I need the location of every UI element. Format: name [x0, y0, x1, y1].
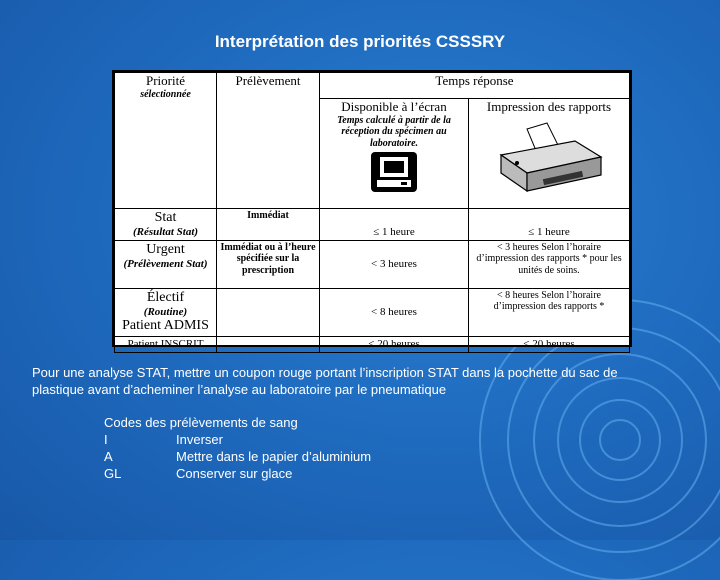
header-prelevement: Prélèvement — [217, 73, 320, 209]
list-item: GL Conserver sur glace — [104, 466, 293, 481]
table-row: Urgent (Prélèvement Stat) Immédiat ou à l’heure spécifiée sur la prescription < 3 heures < 3 heures Selon l’horaire d’impression des rapports * pour les unités de soins. — [115, 240, 630, 288]
list-item: A Mettre dans le papier d’aluminium — [104, 449, 372, 464]
computer-monitor-icon — [371, 152, 417, 192]
header-impression: Impression des rapports — [469, 99, 630, 209]
priority-table — [112, 70, 632, 350]
table-row: Électif (Routine) Patient ADMIS < 8 heures < 8 heures Selon l’horaire d’impression des rapports * — [115, 288, 630, 336]
stat-instructions: Pour une analyse STAT, mettre un coupon rouge portant l’inscription STAT dans la pochette du sac de plastique avant d’acheminer l’analyse au laboratoire par le pneumatique — [32, 365, 618, 397]
header-disponible: Disponible à l’écran Temps calculé à partir de la réception du spécimen au laboratoire. — [320, 99, 469, 209]
page-title: Interprétation des priorités CSSSRY — [214, 32, 506, 51]
table-row: Patient INSCRIT < 20 heures < 20 heures — [115, 336, 630, 352]
codes-title: Codes des prélèvements de sang — [104, 415, 298, 430]
printer-icon — [489, 121, 609, 197]
header-priorite: Priorité sélectionnée — [115, 73, 217, 209]
table-row: Stat (Résultat Stat) Immédiat ≤ 1 heure ≤ 1 heure — [115, 209, 630, 241]
header-temps-reponse: Temps réponse — [320, 73, 630, 99]
blood-codes — [104, 414, 371, 482]
list-item: I Inverser — [104, 432, 223, 447]
